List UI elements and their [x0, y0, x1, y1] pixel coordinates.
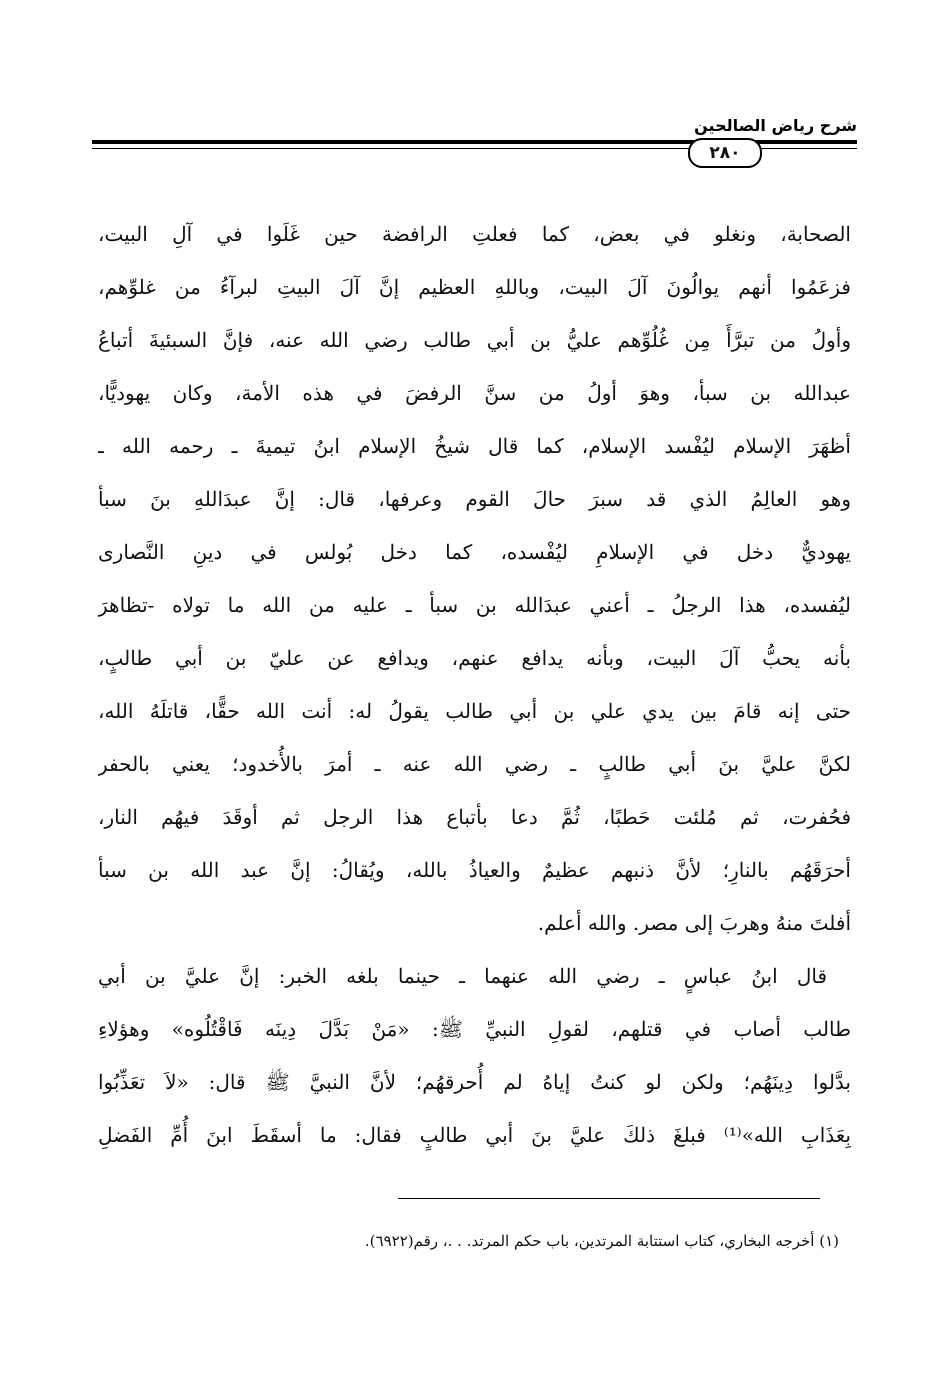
text-line: بدَّلوا دِينَهُم؛ ولكن لو كنتُ إياهُ لم أُحرقهُم؛ لأنَّ النبيَّ ﷺ قال: «لاَ تعَذِّبُوا [98, 1070, 851, 1094]
text-line: لكنَّ عليَّ بنَ أبي طالبٍ ـ رضي الله عنه ـ أمرَ بالأُخدود؛ يعني بالحفر [98, 752, 851, 776]
footnote: (١) أخرجه البخاري، كتاب استتابة المرتدين، باب حكم المرتد. . .، رقم(٦٩٢٢). [364, 1232, 839, 1250]
text-line: أظهَرَ الإسلام ليُفْسد الإسلام، كما قال شيخُ الإسلام ابنُ تيميةَ ـ رحمه الله ـ [98, 434, 851, 458]
text-line: عبدالله بن سبأ، وهوَ أولُ من سنَّ الرفضَ في هذه الأمة، وكان يهوديًّا، [98, 381, 851, 405]
text-line: حتى إنه قامَ بين يدي علي بن أبي طالب يقولُ له: أنت الله حقًّا، قاتلَهُ الله، [98, 699, 851, 723]
text-line: بِعَذَابِ الله»⁽¹⁾ فبلغَ ذلكَ عليَّ بنَ أبي طالبٍ فقال: ما أسقَطَ ابنَ أُمِّ الفَضلِ [98, 1123, 851, 1147]
book-title: شرح رياض الصالحين [694, 116, 857, 135]
text-line: قال ابنُ عباسٍ ـ رضي الله عنهما ـ حينما بلغه الخبر: إنَّ عليَّ بن أبي [98, 964, 827, 988]
text-line: فزعَمُوا أنهم يوالُونَ آلَ البيت، وباللهِ العظيم إنَّ آلَ البيتِ لبرآءُ من غلوِّهم، [98, 275, 851, 299]
text-line: يهوديٌّ دخل في الإسلامِ ليُفْسده، كما دخل بُولس في دينِ النَّصارى [98, 540, 851, 564]
text-line: وهو العالِمُ الذي قد سبرَ حالَ القوم وعرفها، قال: إنَّ عبدَاللهِ بنَ سبأ [98, 487, 851, 511]
text-line: الصحابة، ونغلو في بعض، كما فعلتِ الرافضة حين غَلَوا في آلِ البيت، [98, 222, 851, 246]
page-number: ٢٨٠ [688, 138, 762, 168]
text-line: أفلتَ منهُ وهربَ إلى مصر. والله أعلم. [537, 911, 851, 935]
footnote-divider [398, 1198, 820, 1199]
text-line: بأنه يحبُّ آلَ البيت، وبأنه يدافع عنهم، ويدافع عن عليّ بن أبي طالبٍ، [98, 646, 851, 670]
text-line: ليُفسده، هذا الرجلُ ـ أعني عبدَالله بن سبأ ـ عليه من الله ما تولاه -تظاهرَ [98, 593, 851, 617]
main-text [98, 208, 851, 1162]
text-line: طالب أصاب في قتلهم، لقولِ النبيِّ ﷺ: «مَنْ بَدَّلَ دِينَه فَاقْتُلُوه» وهؤلاءِ [98, 1017, 851, 1041]
text-line: أحرَقَهُم بالنارِ؛ لأنَّ ذنبهم عظيمٌ والعياذُ بالله، ويُقالُ: إنَّ عبد الله بن سبأ [98, 858, 851, 882]
text-line: فحُفرت، ثم مُلئت حَطبًا، ثُمَّ دعا بأتباع هذا الرجل ثم أوقَدَ فيهُم النار، [98, 805, 851, 829]
text-line: وأولُ من تبرَّأَ مِن غُلُوِّهم عليُّ بن أبي طالب رضي الله عنه، فإنَّ السبئيةَ أتباعُ [98, 328, 851, 352]
